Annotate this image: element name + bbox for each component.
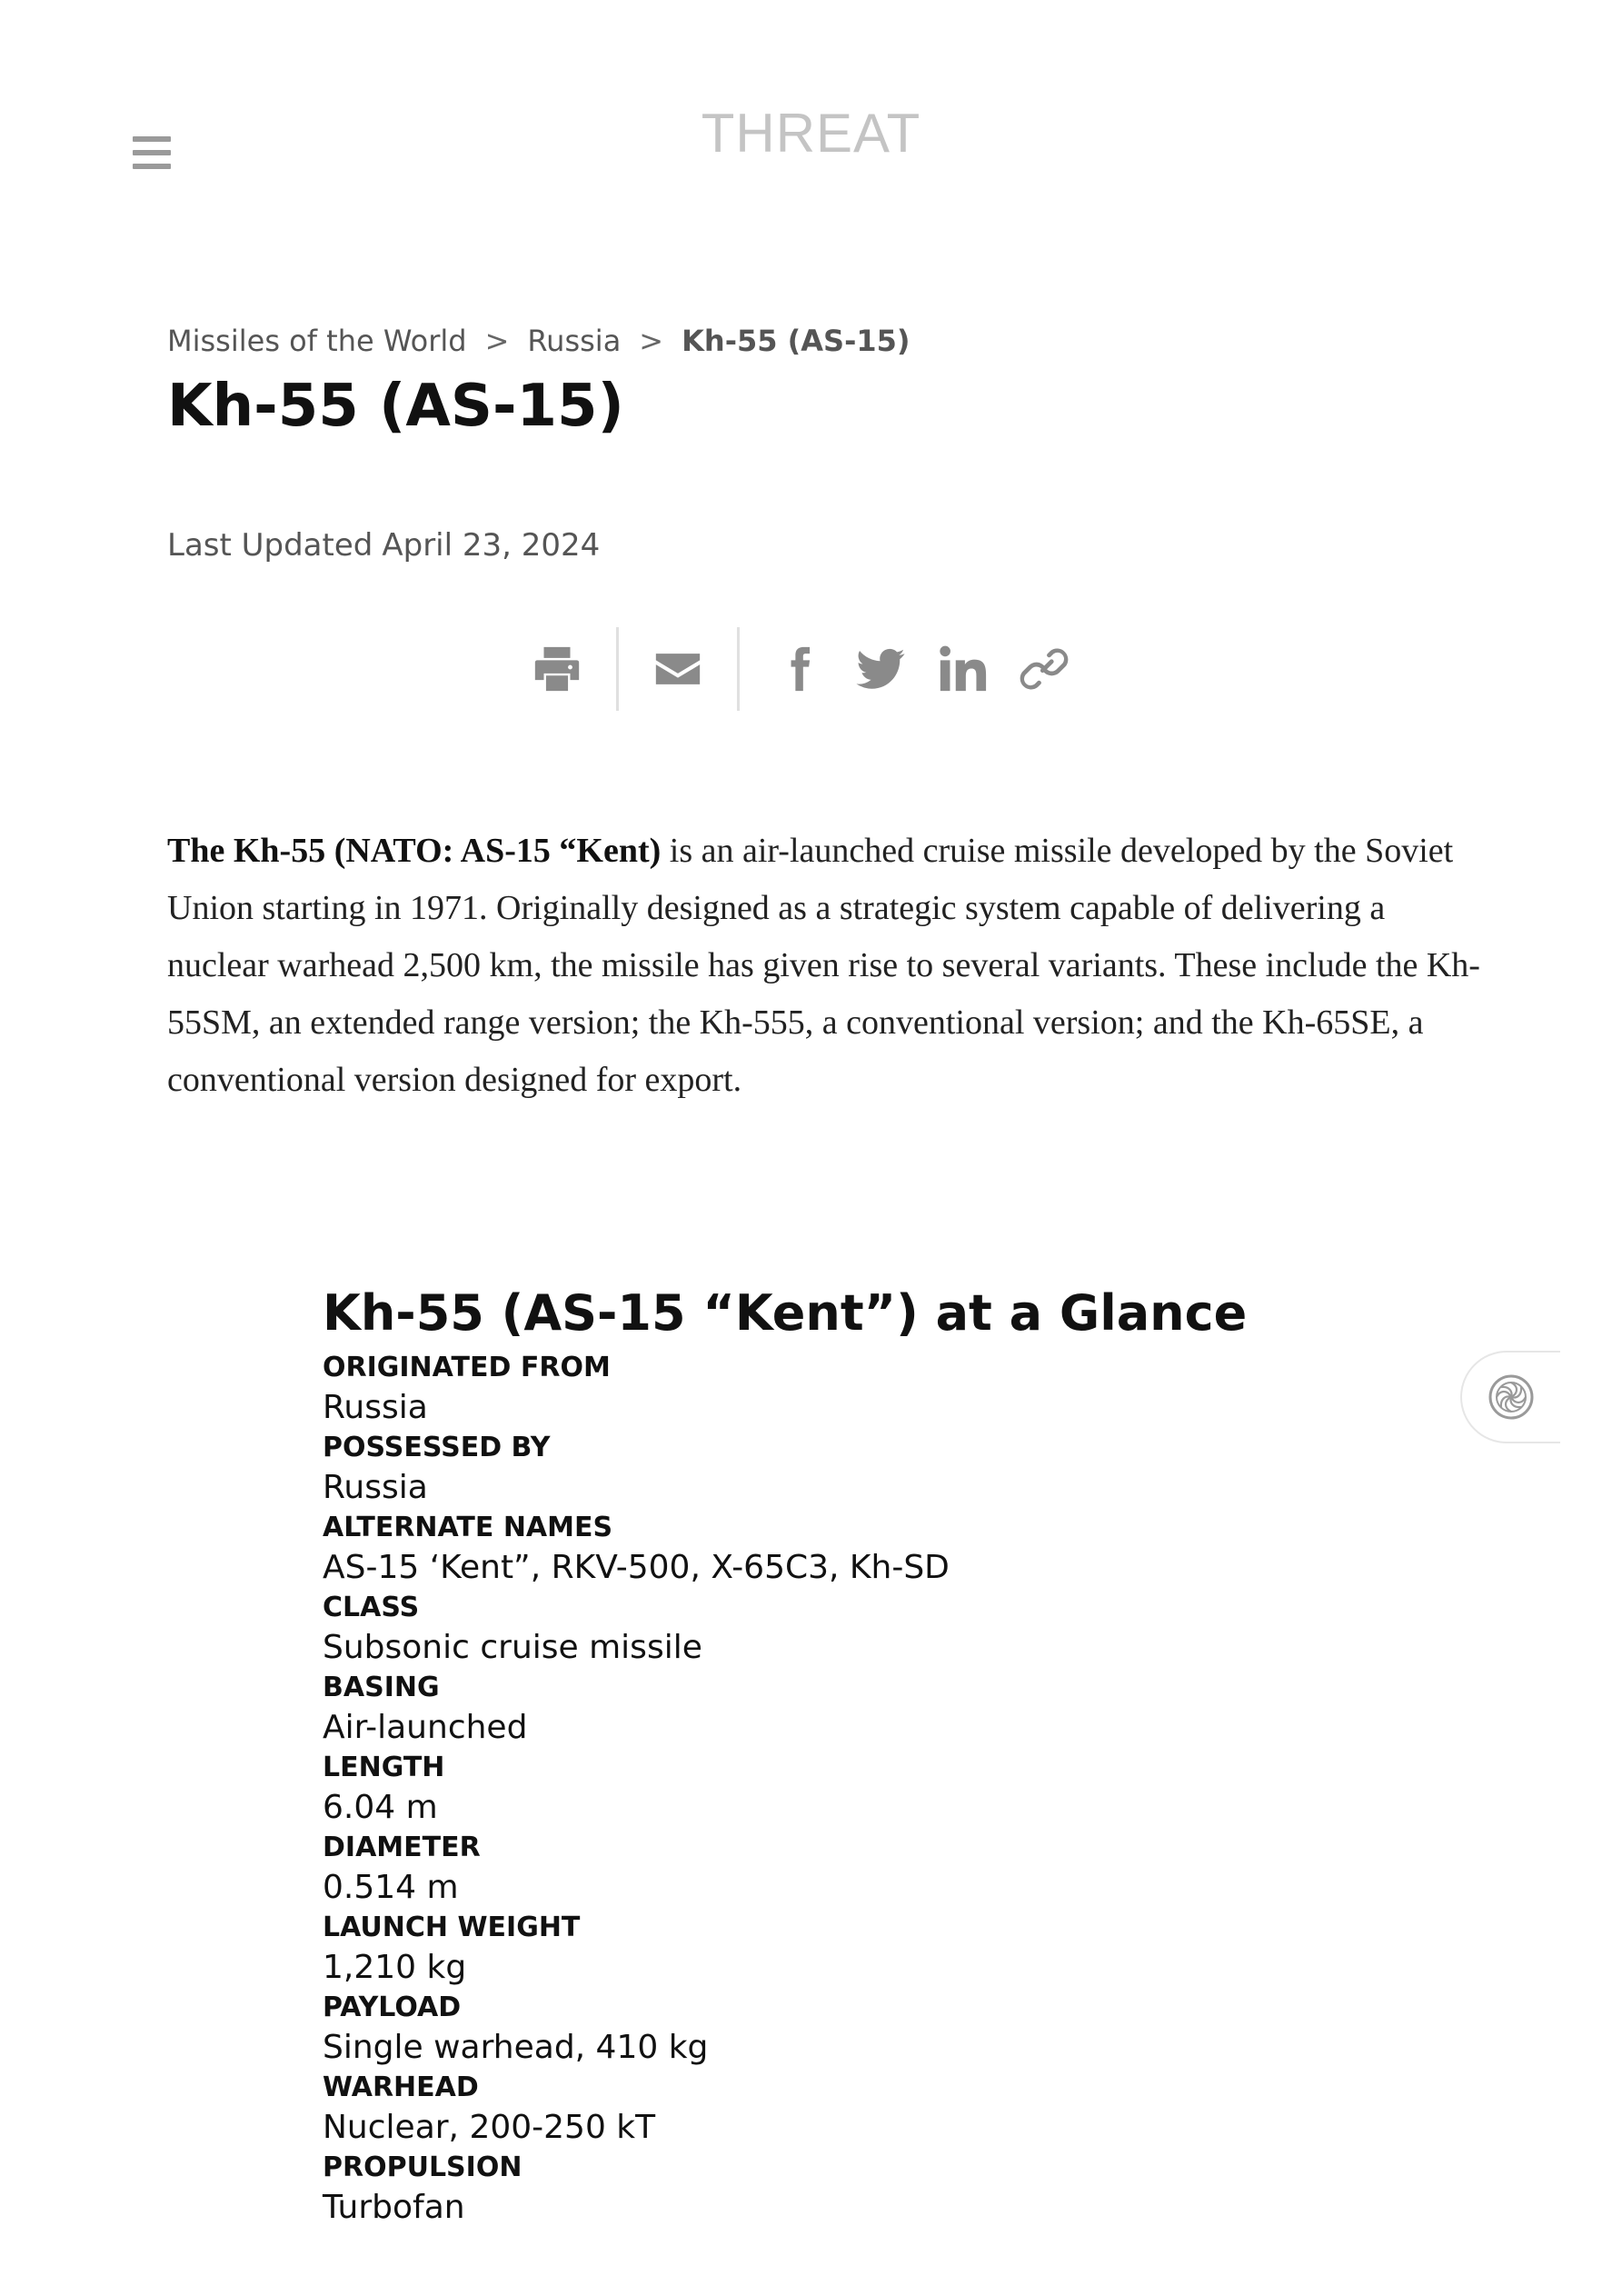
glance-item-alternate-names — [323, 1510, 1322, 1590]
glance-label: DIAMETER — [323, 1832, 481, 1863]
glance-item-launch-weight — [323, 1910, 1322, 1990]
last-updated — [167, 527, 600, 564]
twitter-icon[interactable] — [851, 639, 911, 699]
intro-text: is an air-launched cruise missile developed by the Soviet Union starting in 1971. Originally designed as a strategic system capable of delivering a nuclear warhead 2,500 km, the missile has given rise to several variants. These include the Kh-55SM, an extended range version; the Kh-555, a conventional version; and the Kh-65SE, a conventional version designed for export. — [167, 832, 1480, 1099]
glance-label: LAUNCH WEIGHT — [323, 1912, 581, 1943]
glance-label: CLASS — [323, 1592, 420, 1623]
glance-item-originated-from — [323, 1350, 1322, 1430]
glance-panel — [323, 1277, 1322, 2230]
glance-item-length — [323, 1750, 1322, 1830]
glance-item-class — [323, 1590, 1322, 1670]
breadcrumb-link-missiles-of-the-world[interactable]: Missiles of the World — [167, 324, 467, 358]
glance-value: 0.514 m — [323, 1869, 459, 1906]
last-updated-date: April 23, 2024 — [382, 527, 601, 564]
glance-value: Single warhead, 410 kg — [323, 2029, 709, 2066]
glance-value: 6.04 m — [323, 1789, 438, 1826]
linkedin-icon[interactable] — [932, 639, 992, 699]
accessibility-widget-icon — [1488, 1373, 1535, 1421]
site-title[interactable]: THREAT — [701, 103, 921, 164]
page-title: Kh-55 (AS-15) — [167, 373, 624, 440]
glance-item-payload — [323, 1990, 1322, 2070]
glance-value: Nuclear, 200-250 kT — [323, 2109, 656, 2146]
social-share-group — [769, 639, 1074, 699]
accessibility-widget-button[interactable] — [1460, 1351, 1560, 1443]
glance-title: Kh-55 (AS-15 “Kent”) at a Glance — [323, 1284, 1248, 1342]
glance-label: LENGTH — [323, 1752, 445, 1783]
glance-value: Air-launched — [323, 1709, 528, 1746]
glance-value: Russia — [323, 1389, 428, 1426]
breadcrumb — [167, 324, 911, 358]
link-icon[interactable] — [1014, 639, 1074, 699]
email-icon[interactable] — [648, 639, 708, 699]
glance-label: POSSESSED BY — [323, 1432, 551, 1463]
glance-value: Russia — [323, 1469, 428, 1506]
glance-label: PROPULSION — [323, 2151, 522, 2183]
glance-item-possessed-by — [323, 1430, 1322, 1510]
glance-item-warhead — [323, 2070, 1322, 2150]
last-updated-label: Last Updated — [167, 527, 373, 564]
glance-value: 1,210 kg — [323, 1949, 467, 1986]
breadcrumb-separator: > — [484, 324, 510, 358]
glance-label: BASING — [323, 1672, 440, 1703]
breadcrumb-link-russia[interactable]: Russia — [527, 324, 622, 358]
share-divider — [616, 627, 619, 711]
glance-label: PAYLOAD — [323, 1992, 462, 2023]
glance-label: ALTERNATE NAMES — [323, 1512, 613, 1543]
intro-paragraph — [167, 823, 1485, 1109]
glance-value: Subsonic cruise missile — [323, 1629, 702, 1666]
facebook-icon[interactable] — [769, 639, 829, 699]
share-bar — [527, 627, 1074, 711]
glance-item-diameter — [323, 1830, 1322, 1910]
print-icon[interactable] — [527, 639, 587, 699]
breadcrumb-separator: > — [639, 324, 664, 358]
glance-item-propulsion — [323, 2150, 1322, 2230]
glance-value: AS-15 ‘Kent”, RKV-500, X-65C3, Kh-SD — [323, 1549, 950, 1586]
intro-bold-lead: The Kh-55 (NATO: AS-15 “Kent) — [167, 832, 662, 870]
glance-value: Turbofan — [323, 2189, 465, 2226]
breadcrumb-current: Kh-55 (AS-15) — [682, 324, 911, 358]
glance-label: ORIGINATED FROM — [323, 1352, 611, 1383]
glance-label: WARHEAD — [323, 2071, 479, 2103]
glance-item-basing — [323, 1670, 1322, 1750]
share-divider — [737, 627, 740, 711]
